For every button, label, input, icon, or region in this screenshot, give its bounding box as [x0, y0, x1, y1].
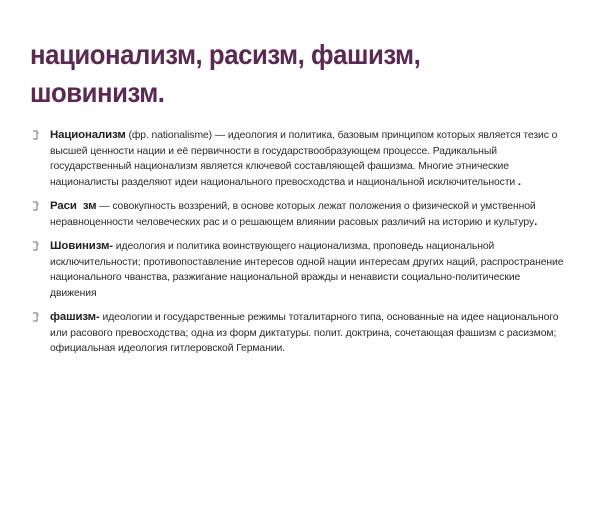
definition-chauvinism: идеология и политика воинствующего национализма, проповедь национальной исключительности; противопоставление интересов одной нации интересам других наций, распространение национального чванства, разжигание национальной вражды и ненависти социально-политические движения	[50, 241, 564, 299]
title-line-2: шовинизм.	[30, 77, 165, 108]
open-square-bullet-icon	[32, 201, 41, 212]
bullet-list	[28, 128, 568, 366]
title-line-1: национализм, расизм, фашизм,	[30, 39, 421, 70]
term-fascism: фашизм-	[50, 311, 100, 323]
open-square-bullet-icon	[32, 130, 41, 141]
definition-fascism: идеологии и государственные режимы тоталитарного типа, основанные на идее национального или расового превосходства; одна из форм диктатуры. полит. доктрина, сочетающая фашизм с расизмом; официальная идеология гитлеровской Германии.	[50, 312, 559, 354]
definition-nationalism: (фр. nationalisme) — идеология и политика, базовым принципом которых является тезис о высшей ценности нации и её первичности в государствообразующем процессе. Радикальный государственный национализм является ключевой составляющей фашизма. Многие этнические националисты разделяют идеи национального превосходства и национальной исключительности	[50, 130, 558, 188]
slide-title	[30, 36, 545, 112]
bullet-chauvinism	[28, 239, 568, 301]
end-racism: .	[534, 215, 538, 228]
open-square-bullet-icon	[32, 241, 41, 252]
end-nationalism: .	[517, 175, 521, 188]
term-racism: Раси зм	[50, 200, 97, 212]
bullet-racism	[28, 199, 568, 230]
bullet-nationalism	[28, 128, 568, 190]
open-square-bullet-icon	[32, 312, 41, 323]
bullet-fascism	[28, 310, 568, 357]
term-chauvinism: Шовинизм-	[50, 240, 113, 252]
definition-racism: — совокупность воззрений, в основе которых лежат положения о физической и умственной неравноценности человеческих рас и о решающем влиянии расовых различий на историю и культуру	[50, 201, 536, 228]
term-nationalism: Национализм	[50, 129, 126, 141]
